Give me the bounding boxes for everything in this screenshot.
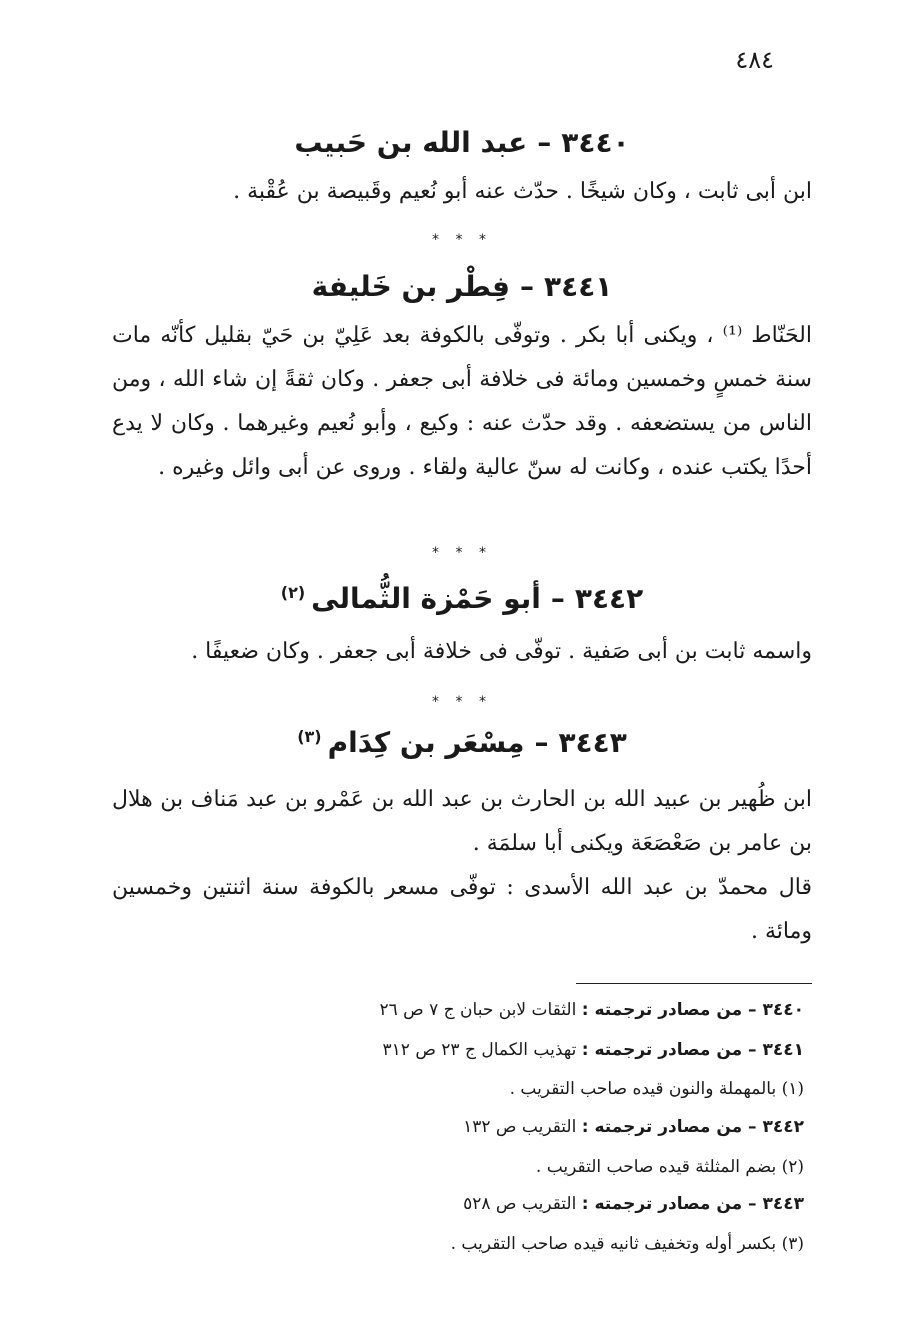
footnote-line: (٣) بكسر أوله وتخفيف ثانيه قيده صاحب التقريب .	[450, 1234, 804, 1254]
section-separator: * * *	[432, 545, 492, 561]
entry-body-3441: الحَنّاط ⁽¹⁾ ، ويكنى أبا بكر . وتوفّى بالكوفة بعد عَلِيّ بن حَيّ بقليل كأنّه مات سنة خمسٍ وخمسين ومائة فى خلافة أبى جعفر . وكان ثقةً إن شاء الله ، ومن الناس من يستضعفه . وقد حدّث عنه : وكيع ، وأبو نُعيم وغيرهما . وكان لا يدع أحدًا يكتب عنده ، وكانت له سنّ عالية ولقاء . وروى عن أبى وائل وغيره .	[112, 323, 812, 480]
entry-body-3442: واسمه ثابت بن أبى صَفية . توفّى فى خلافة أبى جعفر . وكان ضعيفًا .	[191, 639, 812, 664]
section-separator: * * *	[432, 694, 492, 710]
entry-number: ٣٤٤١	[544, 270, 613, 303]
entry-name: مِسْعَر بن كِدَام	[327, 726, 525, 759]
footnote-marker: (٢)	[280, 582, 306, 602]
footnote-marker: (٣)	[297, 726, 322, 746]
entry-title-3443: ٣٤٤٣–مِسْعَر بن كِدَام$^{(٣)}$	[297, 726, 627, 759]
entry-body-3443-p2: قال محمدّ بن عبد الله الأسدى : توفّى مسعر بالكوفة سنة اثنتين وخمسين ومائة .	[112, 875, 812, 944]
entry-body-3443-p1: ابن ظُهير بن عبيد الله بن الحارث بن عبد الله بن عَمْرو بن عبد مَناف بن هلال بن عامر بن صَعْصَعَة ويكنى أبا سلمَة .	[112, 787, 812, 856]
footnote-line: ٣٤٤١ – من مصادر ترجمته : تهذيب الكمال ج ٢٣ ص ٣١٢	[382, 1040, 804, 1060]
footnote-line: (٢) بضم المثلثة قيده صاحب التقريب .	[535, 1157, 804, 1177]
entry-number: ٣٤٤٣	[558, 726, 627, 759]
entry-name: فِطْر بن خَليفة	[311, 270, 511, 303]
footnote-line: ٣٤٤٠ – من مصادر ترجمته : الثقات لابن حبان ج ٧ ص ٢٦	[379, 1000, 804, 1020]
section-separator: * * *	[432, 232, 492, 248]
footnote-line: (١) بالمهملة والنون قيده صاحب التقريب .	[509, 1079, 804, 1099]
entry-title-3442: ٣٤٤٢–أبو حَمْزة الثُّمالى$^{(٢)}$	[280, 582, 644, 615]
entry-name: عبد الله بن حَبيب	[294, 126, 528, 159]
footnote-divider	[576, 983, 812, 984]
footnote-line: ٣٤٤٢ – من مصادر ترجمته : التقريب ص ١٣٢	[463, 1117, 804, 1137]
page-number: ٤٨٤	[735, 46, 774, 74]
entry-number: ٣٤٤٠	[561, 126, 630, 159]
entry-title-3440: ٣٤٤٠–عبد الله بن حَبيب	[294, 126, 630, 159]
footnote-line: ٣٤٤٣ – من مصادر ترجمته : التقريب ص ٥٢٨	[463, 1194, 804, 1214]
entry-name: أبو حَمْزة الثُّمالى	[311, 582, 541, 615]
entry-title-3441: ٣٤٤١–فِطْر بن خَليفة	[311, 270, 613, 303]
entry-number: ٣٤٤٢	[574, 582, 644, 615]
entry-body-3440: ابن أبى ثابت ، وكان شيخًا . حدّث عنه أبو نُعيم وقَبيصة بن عُقْبة .	[233, 179, 812, 204]
